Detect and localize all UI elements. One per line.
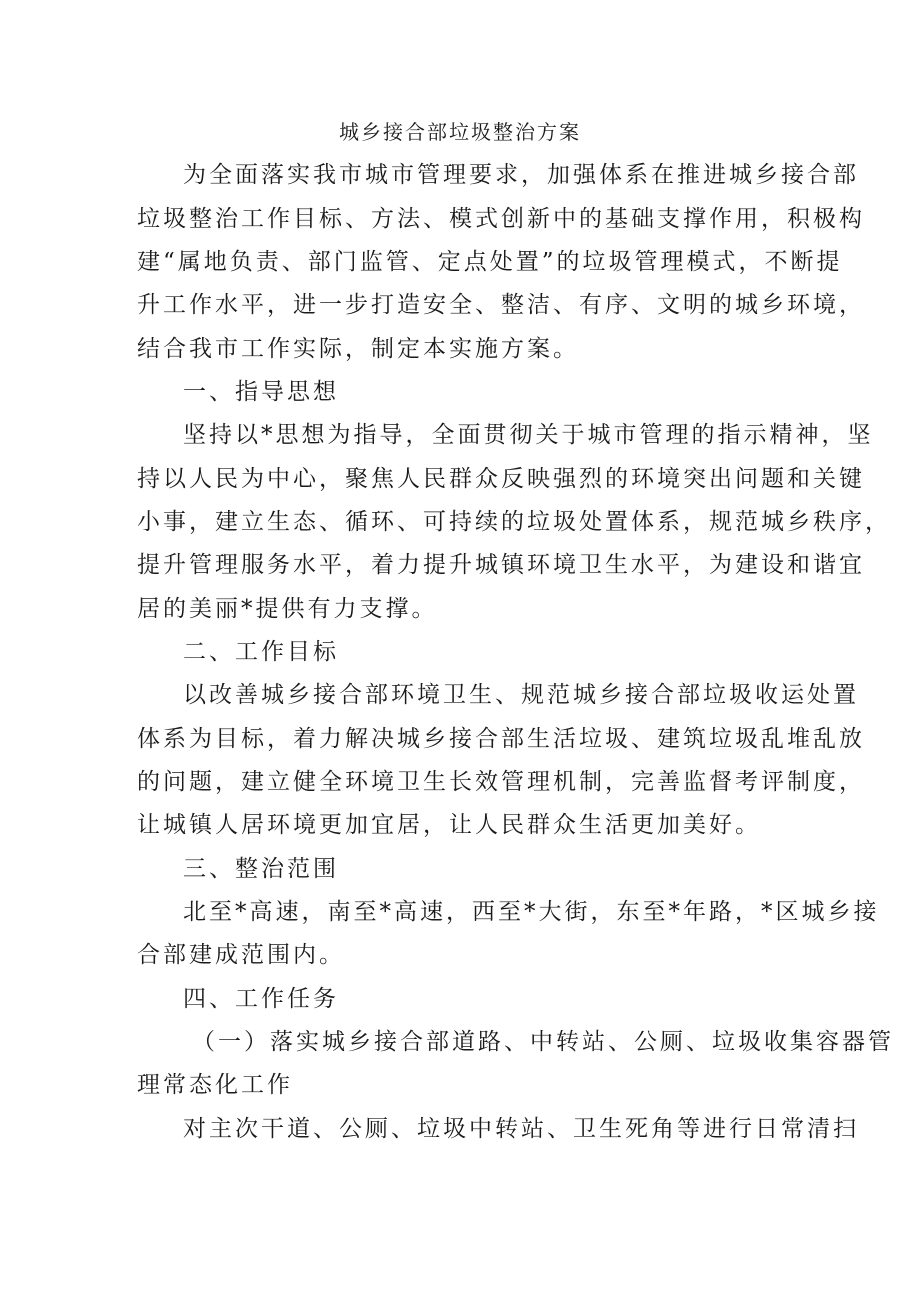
section-4-line-1: 对主次干道、公厕、垃圾中转站、卫生死角等进行日常清扫 bbox=[183, 1116, 859, 1142]
section-3-line-2: 合部建成范围内。 bbox=[137, 942, 345, 968]
intro-line-5: 结合我市工作实际，制定本实施方案。 bbox=[137, 336, 579, 362]
intro-line-4: 升工作水平，进一步打造安全、整洁、有序、文明的城乡环境， bbox=[137, 292, 865, 318]
section-4-subheading-line-1: （一）落实城乡接合部道路、中转站、公厕、垃圾收集容器管 bbox=[192, 1029, 894, 1055]
section-2-line-2: 体系为目标，着力解决城乡接合部生活垃圾、建筑垃圾乱堆乱放 bbox=[137, 726, 865, 752]
section-2-line-1: 以改善城乡接合部环境卫生、规范城乡接合部垃圾收运处置 bbox=[183, 682, 859, 708]
section-4-subheading-line-2: 理常态化工作 bbox=[137, 1072, 293, 1098]
section-1-line-5: 居的美丽*提供有力支撑。 bbox=[137, 596, 438, 622]
intro-line-1: 为全面落实我市城市管理要求，加强体系在推进城乡接合部 bbox=[183, 162, 859, 188]
section-1-heading: 一、指导思想 bbox=[183, 379, 339, 405]
intro-line-3: 建“属地负责、部门监管、定点处置”的垃圾管理模式，不断提 bbox=[137, 249, 843, 275]
intro-line-2: 垃圾整治工作目标、方法、模式创新中的基础支撑作用，积极构 bbox=[137, 206, 865, 232]
section-2-heading: 二、工作目标 bbox=[183, 639, 339, 665]
section-3-heading: 三、整治范围 bbox=[183, 856, 339, 882]
section-3-line-1: 北至*高速，南至*高速，西至*大街，东至*年路，*区城乡接 bbox=[183, 899, 880, 925]
section-1-line-2: 持以人民为中心，聚焦人民群众反映强烈的环境突出问题和关键 bbox=[137, 466, 865, 492]
section-4-heading: 四、工作任务 bbox=[183, 986, 339, 1012]
section-2-line-4: 让城镇人居环境更加宜居，让人民群众生活更加美好。 bbox=[137, 812, 761, 838]
document-title: 城乡接合部垃圾整治方案 bbox=[339, 120, 581, 144]
section-1-line-3: 小事，建立生态、循环、可持续的垃圾处置体系，规范城乡秩序， bbox=[137, 509, 891, 535]
section-1-line-1: 坚持以*思想为指导，全面贯彻关于城市管理的指示精神，坚 bbox=[183, 422, 874, 448]
section-1-line-4: 提升管理服务水平，着力提升城镇环境卫生水平，为建设和谐宜 bbox=[137, 552, 865, 578]
section-2-line-3: 的问题，建立健全环境卫生长效管理机制，完善监督考评制度， bbox=[137, 769, 865, 795]
